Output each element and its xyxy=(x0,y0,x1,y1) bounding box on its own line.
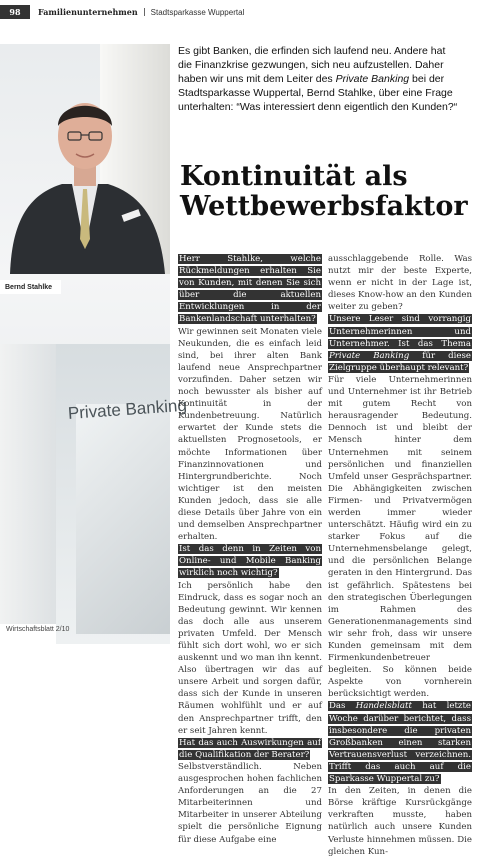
private-banking-sign: Private Banking xyxy=(67,395,188,423)
photo-caption: Bernd Stahlke xyxy=(0,280,61,294)
glass-panel xyxy=(76,404,170,634)
question-4: Unsere Leser sind vorrangig Unternehmerinnen und Unternehmer. Ist das Thema Private Banking für diese Zielgruppe überhaupt relevant? xyxy=(329,314,471,373)
footer-publication: Wirtschaftsblatt 2/10 xyxy=(6,626,70,633)
question-3: Hat das auch Auswirkungen auf die Qualifikation der Berater? xyxy=(179,737,321,760)
article-column-1 xyxy=(178,253,322,846)
intro-part2: bei der Stadtsparkasse Wuppertal, Bernd Stahlke, über eine Frage unterhalten: “Was interessiert denn eigentlich den Kunden?“ xyxy=(178,73,458,113)
section-title: Familienunternehmen xyxy=(38,7,138,17)
page-number: 98 xyxy=(0,5,30,19)
answer-continued: ausschlaggebende Rolle. Was nutzt mir der beste Experte, wenn er nicht in der Lage ist, dieses Know-how an den Kunden weiter zu geben? xyxy=(328,254,472,313)
subsection-title: Stadtsparkasse Wuppertal xyxy=(150,7,245,17)
intro-italic: Private Banking xyxy=(335,73,410,85)
page-header xyxy=(0,0,480,20)
intro-part1: Es gibt Banken, die erfinden sich laufend neu. Andere hat die Finanzkrise gezwungen, sich neu aufzustellen. Daher haben wir uns mit dem Leiter des xyxy=(178,45,446,85)
answer-2: Ich persönlich habe den Eindruck, dass es sogar noch an Bedeutung gewinnt. Wir kennen das doch alle aus unserem privaten Umfeld. Der Mensch fühlt sich dort wohl, wo er sich auskennt und wo man ihn kennt. Also übertragen wir das auf unsere Arbeit und sorgen dafür, dass sich der Kunde in unseren Räumen wohlfühlt und er auf den Ansprechpartner trifft, den er seit Jahren kennt. xyxy=(178,580,322,736)
header-divider xyxy=(144,8,145,16)
person-illustration xyxy=(0,44,170,274)
glass-wall-left xyxy=(0,344,56,624)
question-1: Herr Stahlke, welche Rückmeldungen erhalten Sie von Kunden, mit denen Sie sich über die aktuellen Entwicklungen in der Bankenlandschaft unterhalten? xyxy=(179,254,321,325)
intro-text xyxy=(178,44,460,114)
article-column-2 xyxy=(328,253,472,858)
answer-5: In den Zeiten, in denen die Börse kräftige Kursrückgänge verkraften musste, haben natürlich auch unsere Kunden Verluste hinnehmen müssen. Die gleichen Kun- xyxy=(328,786,472,857)
glass-wall xyxy=(56,344,170,644)
question-5: Das Handelsblatt hat letzte Woche darüber berichtet, dass insbesondere die privaten Großbanken einen starken Vertrauensverlust verzeichnen. Trifft das auch auf die Sparkasse Wuppertal zu? xyxy=(329,701,471,785)
answer-4: Für viele Unternehmerinnen und Unternehmer ist ihr Betrieb mit gutem Recht von herausragender Bedeutung. Dennoch ist und bleibt der Mensch hinter dem Unternehmen mit seinem persönlichen und finanziellen Umfeld unser Gesprächspartner. Die Abhängigkeiten zwischen Firmen- und Privatvermögen werden immer wieder unterschätzt. Häufig wird ein zu starker Fokus auf die Unternehmensbelange gelegt, und die persönlichen Belange geraten in den Hintergrund. Das ist gefährlich. Spätestens bei den strategischen Überlegungen im Rahmen des Generationenmanagements sind wir sehr froh, dass wir unsere Kunden gemeinsam mit dem Firmenkundenbetreuer begleiten. So können beide Aspekte von vornherein berücksichtigt werden. xyxy=(328,374,472,700)
question-2: Ist das denn in Zeiten von Online- und Mobile Banking wirklich noch wichtig? xyxy=(179,544,321,579)
portrait-photo xyxy=(0,44,188,624)
answer-1: Wir gewinnen seit Monaten viele Neukunden, die es einfach leid sind, bei ihrer alten Bank laufend neue Ansprechpartner vorzufinden. Daher setzen wir noch bewusster als bisher auf Kontinuität in der Kundenbetreuung. Natürlich erwartet der Kunde stets die aktuellsten Prognosetools, er möchte Informationen über Finanzinnovationen und Hintergrundberichte. Noch wichtiger ist den meisten Kunden jedoch, dass sie alle diese Details über Jahre von ein und demselben Ansprechpartner erhalten. xyxy=(178,326,322,543)
headline: Kontinuität als Wettbewerbsfaktor xyxy=(180,161,468,222)
answer-3: Selbstverständlich. Neben ausgesprochen hohen fachlichen Anforderungen an die 27 Mitarbeiterinnen und Mitarbeiter in unserer Abteilung spielt die persönliche Eignung für diese Aufgabe eine xyxy=(178,761,322,845)
